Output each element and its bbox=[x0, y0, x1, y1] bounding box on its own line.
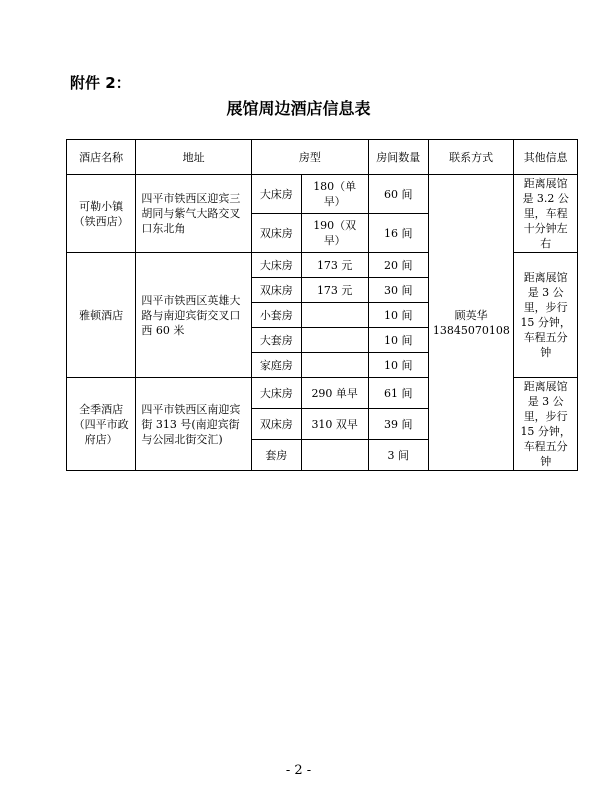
room-count: 10 间 bbox=[368, 328, 428, 353]
hotel-address: 四平市铁西区英雄大路与南迎宾街交叉口西 60 米 bbox=[136, 253, 252, 378]
hotel-address: 四平市铁西区南迎宾街 313 号(南迎宾街与公园北街交汇) bbox=[136, 378, 252, 471]
room-type: 双床房 bbox=[251, 214, 301, 253]
page-number: - 2 - bbox=[285, 763, 312, 778]
room-type: 套房 bbox=[251, 440, 301, 471]
contact-info bbox=[428, 175, 514, 471]
room-type: 双床房 bbox=[251, 409, 301, 440]
header-other-info: 其他信息 bbox=[514, 140, 578, 175]
room-price bbox=[301, 440, 368, 471]
room-count: 39 间 bbox=[368, 409, 428, 440]
room-price: 310 双早 bbox=[301, 409, 368, 440]
header-hotel-name: 酒店名称 bbox=[67, 140, 136, 175]
room-count: 3 间 bbox=[368, 440, 428, 471]
room-type: 大套房 bbox=[251, 328, 301, 353]
contact-name: 顾英华 bbox=[454, 308, 488, 322]
room-price: 180（单早） bbox=[301, 175, 368, 214]
header-room-type: 房型 bbox=[251, 140, 368, 175]
room-price bbox=[301, 353, 368, 378]
header-room-count: 房间数量 bbox=[368, 140, 428, 175]
room-price bbox=[301, 328, 368, 353]
room-price: 290 单早 bbox=[301, 378, 368, 409]
room-type: 双床房 bbox=[251, 278, 301, 303]
room-type: 大床房 bbox=[251, 175, 301, 214]
hotel-other-info: 距离展馆是 3 公里，步行 15 分钟，车程五分钟 bbox=[514, 378, 578, 471]
table-row bbox=[67, 175, 578, 214]
page-title: 展馆周边酒店信息表 bbox=[226, 99, 371, 118]
table-header-row bbox=[67, 140, 578, 175]
hotel-info-table bbox=[66, 139, 578, 471]
room-price bbox=[301, 303, 368, 328]
room-count: 10 间 bbox=[368, 353, 428, 378]
contact-phone: 13845070108 bbox=[432, 323, 510, 337]
room-count: 60 间 bbox=[368, 175, 428, 214]
hotel-name: 雅顿酒店 bbox=[67, 253, 136, 378]
room-type: 家庭房 bbox=[251, 353, 301, 378]
hotel-name: 可勒小镇（铁西店） bbox=[67, 175, 136, 253]
room-type: 小套房 bbox=[251, 303, 301, 328]
room-count: 16 间 bbox=[368, 214, 428, 253]
room-count: 61 间 bbox=[368, 378, 428, 409]
room-type: 大床房 bbox=[251, 253, 301, 278]
room-type: 大床房 bbox=[251, 378, 301, 409]
hotel-name: 全季酒店（四平市政府店） bbox=[67, 378, 136, 471]
room-price: 173 元 bbox=[301, 253, 368, 278]
room-price: 173 元 bbox=[301, 278, 368, 303]
room-count: 20 间 bbox=[368, 253, 428, 278]
header-contact: 联系方式 bbox=[428, 140, 514, 175]
hotel-address: 四平市铁西区迎宾三胡同与紫气大路交叉口东北角 bbox=[136, 175, 252, 253]
room-count: 30 间 bbox=[368, 278, 428, 303]
room-count: 10 间 bbox=[368, 303, 428, 328]
header-address: 地址 bbox=[136, 140, 252, 175]
room-price: 190（双早） bbox=[301, 214, 368, 253]
hotel-other-info: 距离展馆是 3.2 公里，车程十分钟左右 bbox=[514, 175, 578, 253]
attachment-label: 附件 2： bbox=[70, 74, 131, 92]
hotel-other-info: 距离展馆是 3 公里，步行 15 分钟，车程五分钟 bbox=[514, 253, 578, 378]
